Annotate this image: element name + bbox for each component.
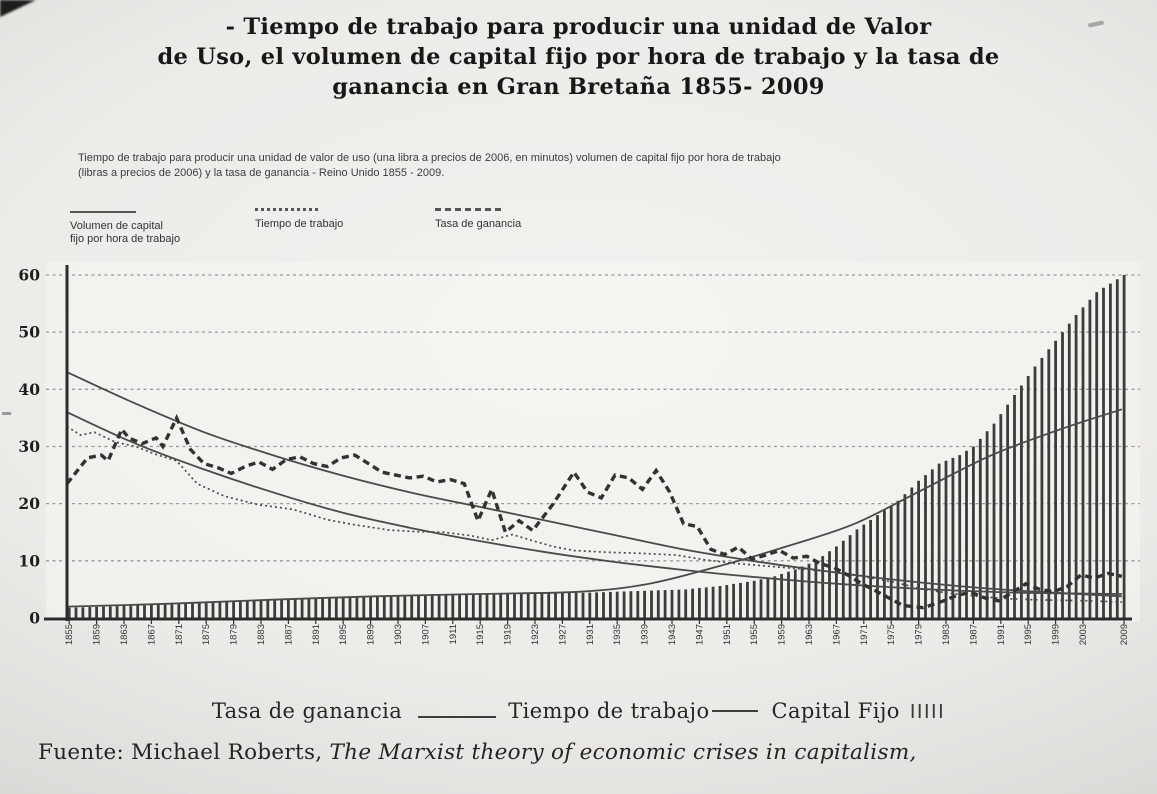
x-tick-label: 1967	[831, 624, 843, 646]
x-tick-label: 1891	[310, 624, 322, 646]
x-tick-label: 1915	[475, 624, 487, 646]
y-tick-label: 30	[18, 436, 40, 456]
x-tick-label: 1855	[64, 624, 76, 646]
bottom-legend	[0, 699, 1157, 724]
x-tick-label: 1943	[667, 624, 678, 646]
legend-label: fijo por hora de trabajo	[70, 233, 181, 245]
x-tick-label: 1863	[119, 624, 130, 646]
x-tick-label: 1911	[447, 624, 459, 645]
y-tick-label: 0	[29, 608, 40, 628]
page-title-line2: de Uso, el volumen de capital fijo por hora de trabajo y la tasa de	[157, 44, 1000, 70]
x-tick-label: 1859	[91, 624, 103, 646]
bottom-legend-tiempo-label: Tiempo de trabajo	[508, 699, 710, 723]
y-tick-label: 60	[18, 265, 40, 285]
x-tick-label: 1931	[584, 624, 596, 646]
x-tick-label: 1939	[639, 624, 651, 646]
x-tick-label: 1887	[283, 624, 295, 646]
y-tick-label: 50	[18, 322, 40, 342]
x-tick-label: 1959	[776, 624, 788, 646]
x-tick-label: 2003	[1078, 624, 1089, 646]
x-tick-label: 1871	[173, 624, 185, 646]
x-tick-label: 1907	[420, 624, 432, 646]
x-tick-label: 1875	[201, 624, 213, 646]
capital-bars-swatch: IIIII	[909, 701, 946, 723]
x-tick-label: 1955	[749, 624, 761, 646]
x-tick-label: 1995	[1023, 624, 1035, 646]
x-tick-label: 1935	[612, 624, 624, 646]
x-tick-label: 1975	[886, 624, 898, 646]
x-tick-label: 1883	[256, 624, 267, 646]
x-tick-label: 1963	[804, 624, 815, 646]
legend-label: Volumen de capital	[70, 220, 163, 232]
y-tick-label: 10	[18, 551, 40, 571]
y-tick-labels	[18, 265, 40, 627]
source-prefix: Fuente: Michael Roberts,	[38, 740, 330, 765]
x-tick-label: 1999	[1050, 624, 1062, 646]
x-tick-label: 1983	[941, 624, 952, 646]
chart-caption-line2: (libras a precios de 2006) y la tasa de ganancia - Reino Unido 1855 - 2009.	[78, 167, 445, 179]
x-tick-label: 1867	[146, 624, 158, 646]
chart-caption-line1: Tiempo de trabajo para producir una unidad de valor de uso (una libra a precios de 2006, en minutos) volumen de capital fijo por hora de trabajo	[78, 152, 781, 164]
x-tick-label: 1903	[393, 624, 404, 646]
x-tick-label: 1919	[502, 624, 514, 646]
x-tick-label: 1947	[694, 624, 706, 646]
x-tick-label: 1991	[995, 624, 1007, 646]
source-book-title: The Marxist theory of economic crises in capitalism,	[329, 740, 917, 765]
bottom-legend-capital-label: Capital Fijo	[771, 699, 900, 723]
bottom-legend-tasa-label: Tasa de ganancia	[211, 699, 403, 723]
tiempo-dash-swatch	[712, 710, 758, 712]
plot-paper	[46, 262, 1140, 622]
x-tick-label: 2009	[1119, 624, 1131, 646]
legend-label: Tasa de ganancia	[435, 218, 522, 230]
x-tick-label: 1971	[858, 624, 870, 646]
x-tick-labels	[64, 620, 1130, 645]
x-tick-label: 1979	[913, 624, 925, 646]
x-tick-label: 1879	[228, 624, 240, 646]
x-tick-label: 1987	[968, 624, 980, 646]
x-tick-label: 1927	[557, 624, 569, 646]
page-title-line3: ganancia en Gran Bretaña 1855- 2009	[332, 74, 825, 100]
x-tick-label: 1951	[721, 624, 733, 646]
source-line	[38, 740, 1147, 765]
tasa-line-swatch	[418, 701, 496, 718]
y-tick-label: 40	[18, 379, 40, 399]
x-tick-label: 1923	[530, 624, 541, 646]
legend-label: Tiempo de trabajo	[255, 217, 344, 230]
y-tick-label: 20	[18, 494, 40, 514]
page-title-line1: - Tiempo de trabajo para producir una unidad de Valor	[225, 14, 932, 40]
x-tick-label: 1899	[365, 624, 377, 646]
x-tick-label: 1895	[338, 624, 350, 646]
